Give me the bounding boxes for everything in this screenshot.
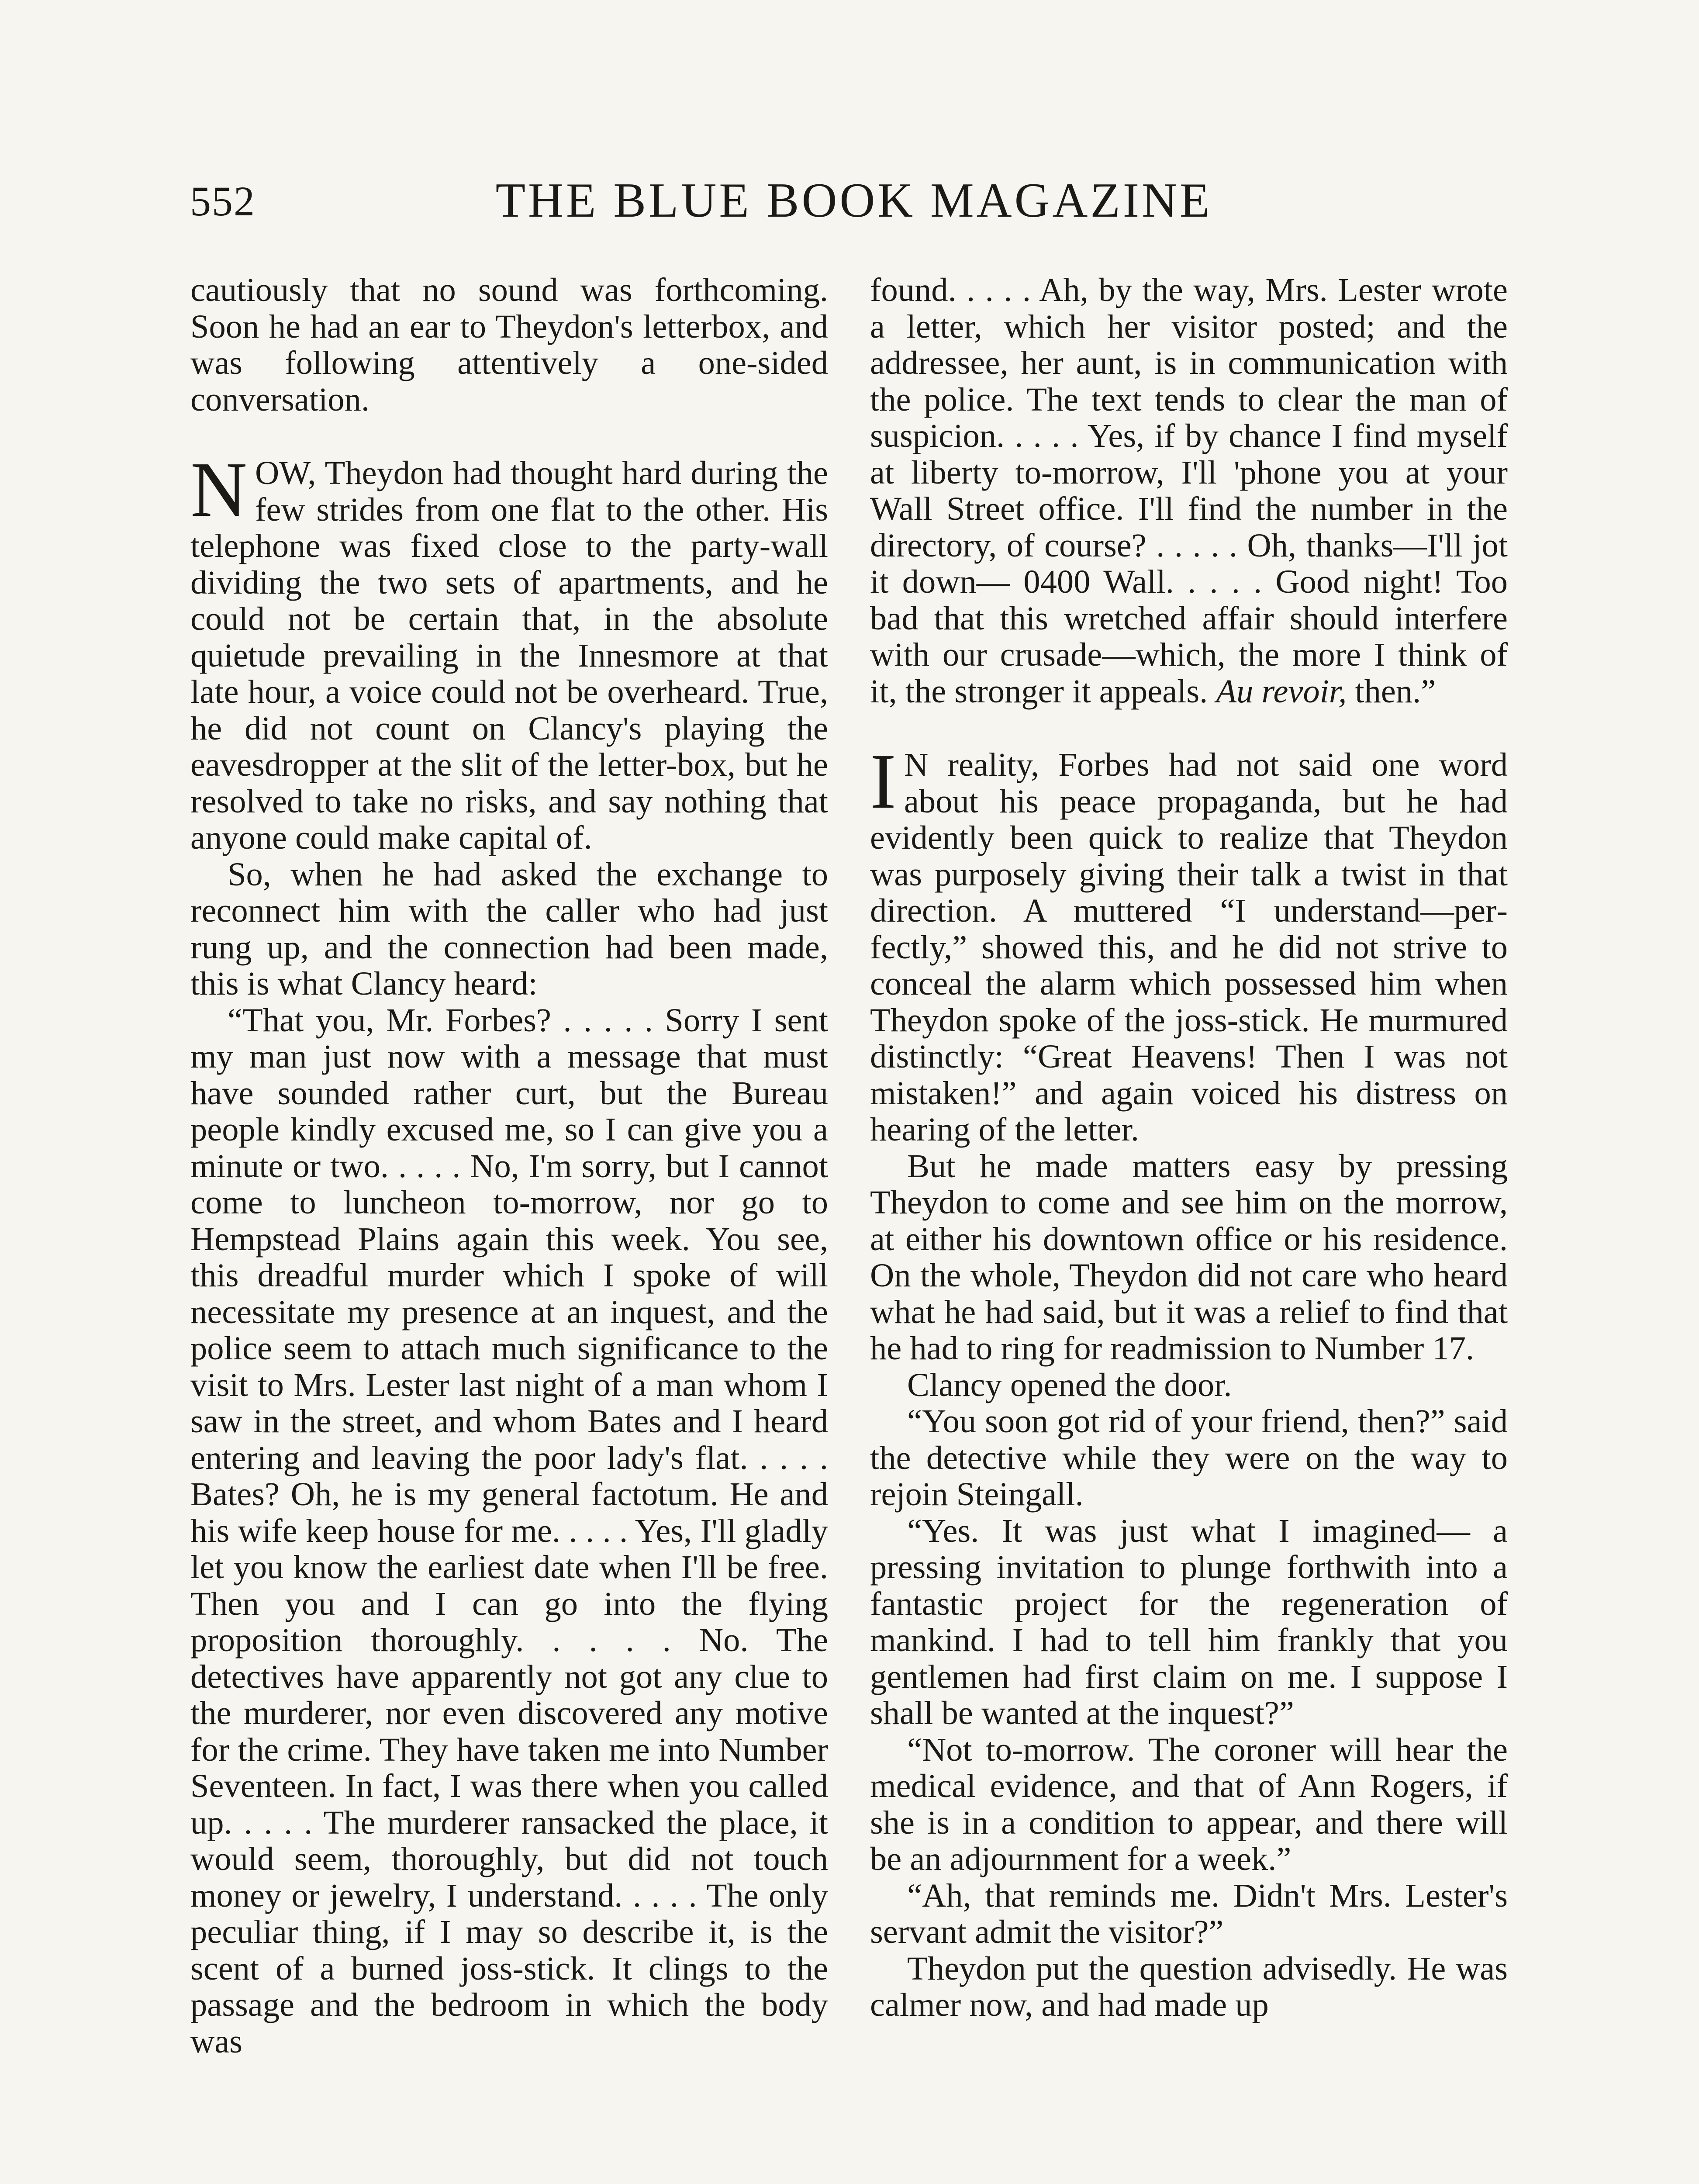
paragraph-with-dropcap (870, 738, 1508, 1148)
italic-phrase: Au revoir, (1216, 672, 1347, 710)
magazine-title: THE BLUE BOOK MAGAZINE (495, 173, 1212, 228)
paragraph-text: found. . . . . Ah, by the way, Mrs. Lester wrote a letter, which her visitor posted; and the addressee, her aunt, is in communication with the police. The text tends to clear the man of suspicion. . . . . Yes, if by chance I find myself at liberty to-morrow, I'll 'phone you at your Wall Street office. I'll find the number in the directory, of course? . . . . . Oh, thanks—I'll jot it down— 0400 Wall. . . . . Good night! Too bad that this wretched affair should interfere with our crusade—which, the more I think of it, the stronger it appeals. (870, 272, 1508, 710)
paragraph: So, when he had asked the exchange to reconnect him with the caller who had just rung up, and the connection had been made, this is what Clancy heard: (190, 855, 828, 1002)
paragraph (870, 272, 1508, 709)
paragraph-text: OW, Theydon had thought hard during the few strides from one flat to the other. His telephone was fixed close to the party-wall dividing the two sets of apartments, and he could not be certain that, in the absolute quietude prevailing in the Innesmore at that late hour, a voice could not be overheard. True, he did not count on Clancy's playing the eavesdropper at the slit of the letter-box, but he resolved to take no risks, and say nothing that anyone could make capital of. (190, 454, 828, 856)
paragraph: Theydon put the question advisedly. He was calmer now, and had made up (870, 1949, 1508, 2023)
page-header (190, 173, 1518, 238)
paragraph: “That you, Mr. Forbes? . . . . . Sorry I sent my man just now with a message that must have sounded rather curt, but the Bureau people kindly excused me, so I can give you a minute or two. . . . . No, I'm sorry, but I cannot come to luncheon to-morrow, nor go to Hempstead Plains again this week. You see, this dreadful murder which I spoke of will necessitate my presence at an inquest, and the police seem to attach much significance to the visit to Mrs. Lester last night of a man whom I saw in the street, and whom Bates and I heard entering and leaving the poor lady's flat. . . . . Bates? Oh, he is my general factotum. He and his wife keep house for me. . . . . Yes, I'll gladly let you know the earliest date when I'll be free. Then you and I can go into the flying proposition thoroughly. . . . . No. The detectives have apparently not got any clue to the murderer, nor even discovered any motive for the crime. They have taken me into Number Seventeen. In fact, I was there when you called up. . . . . The murderer ransacked the place, it would seem, thoroughly, but did not touch money or jewelry, I understand. . . . . The only peculiar thing, if I may so describe it, is the scent of a burned joss-stick. It clings to the passage and the bedroom in which the body was (190, 1001, 828, 2060)
paragraph-text: N reality, Forbes had not said one word about his peace propaganda, but he had evidently been quick to realize that Theydon was purposely giving their talk a twist in that direction. A muttered “I understand—perfectly,” showed this, and he did not strive to conceal the alarm which possessed him when Theydon spoke of the joss-stick. He murmured distinctly: “Great Heavens! Then I was not mistaken!” and again voiced his distress on hearing of the letter. (870, 746, 1508, 1148)
paragraph-with-dropcap (190, 446, 828, 856)
left-column (190, 272, 828, 2184)
paragraph: “Ah, that reminds me. Didn't Mrs. Lester's servant admit the visitor?” (870, 1876, 1508, 1950)
paragraph: Clancy opened the door. (907, 1366, 1232, 1403)
paragraph: “Yes. It was just what I imagined— a pressing invitation to plunge forthwith into a fantastic project for the regeneration of mankind. I had to tell him frankly that you gentlemen had first claim on me. I suppose I shall be wanted at the inquest?” (870, 1512, 1508, 1731)
paragraph-text-end: then.” (1347, 672, 1436, 710)
drop-cap: I (870, 738, 896, 825)
paragraph: “You soon got rid of your friend, then?” said the detective while they were on the way to rejoin Steingall. (870, 1403, 1508, 1513)
right-column (870, 272, 1508, 2184)
paragraph: But he made matters easy by pressing Theydon to come and see him on the morrow, at either his downtown office or his residence. On the whole, Theydon did not care who heard what he had said, but it was a relief to find that he had to ring for readmission to Number 17. (870, 1147, 1508, 1367)
paragraph: cautiously that no sound was forthcoming. Soon he had an ear to Theydon's letterbox, and was following attentively a one-sided conversation. (190, 272, 828, 418)
page-number: 552 (190, 178, 256, 225)
paragraph: “Not to-morrow. The coroner will hear the medical evidence, and that of Ann Rogers, if she is in a condition to appear, and there will be an adjournment for a week.” (870, 1731, 1508, 1877)
drop-cap: N (190, 446, 247, 533)
